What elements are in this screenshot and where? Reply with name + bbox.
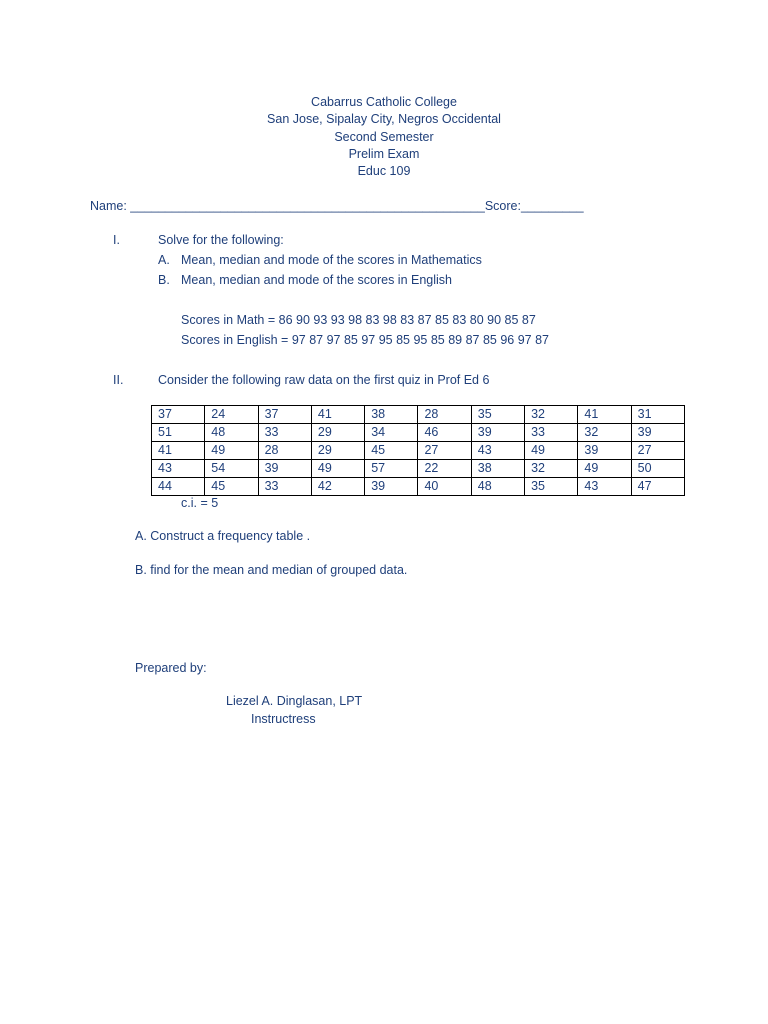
table-cell: 35	[471, 406, 524, 424]
table-row	[152, 478, 685, 496]
table-cell: 39	[631, 424, 684, 442]
part1-item-a: Mean, median and mode of the scores in Mathematics	[181, 253, 482, 267]
table-cell: 28	[258, 442, 311, 460]
part1-instruction: Solve for the following:	[158, 233, 284, 247]
table-cell: 32	[578, 424, 631, 442]
table-cell: 40	[418, 478, 471, 496]
table-cell: 45	[205, 478, 258, 496]
table-cell: 41	[311, 406, 364, 424]
table-cell: 38	[471, 460, 524, 478]
document-header	[0, 94, 768, 180]
table-row	[152, 460, 685, 478]
table-cell: 37	[152, 406, 205, 424]
part1-numeral: I.	[113, 233, 120, 247]
class-interval: c.i. = 5	[181, 496, 219, 510]
course-code: Educ 109	[357, 164, 411, 179]
table-cell: 34	[365, 424, 418, 442]
part2-instruction: Consider the following raw data on the first quiz in Prof Ed 6	[158, 373, 490, 387]
table-cell: 41	[578, 406, 631, 424]
table-cell: 51	[152, 424, 205, 442]
table-cell: 47	[631, 478, 684, 496]
table-cell: 49	[311, 460, 364, 478]
preparer-name: Liezel A. Dinglasan, LPT	[226, 694, 363, 708]
part2-numeral: II.	[113, 373, 124, 387]
raw-data-table	[151, 405, 685, 496]
table-cell: 32	[525, 406, 578, 424]
table-cell: 27	[418, 442, 471, 460]
part1-item-letter-a: A.	[158, 253, 170, 267]
part1-item-letter-b: B.	[158, 273, 170, 287]
scores-math: Scores in Math = 86 90 93 93 98 83 98 83 87 85 83 80 90 85 87	[181, 313, 536, 327]
preparer-title: Instructress	[251, 712, 316, 726]
table-cell: 49	[578, 460, 631, 478]
table-cell: 48	[471, 478, 524, 496]
table-cell: 39	[471, 424, 524, 442]
table-cell: 28	[418, 406, 471, 424]
table-cell: 49	[525, 442, 578, 460]
table-cell: 50	[631, 460, 684, 478]
table-cell: 57	[365, 460, 418, 478]
table-cell: 32	[525, 460, 578, 478]
table-cell: 44	[152, 478, 205, 496]
semester: Second Semester	[334, 129, 434, 144]
table-cell: 54	[205, 460, 258, 478]
prepared-by-label: Prepared by:	[135, 661, 207, 675]
table-cell: 43	[578, 478, 631, 496]
table-cell: 27	[631, 442, 684, 460]
exam-title: Prelim Exam	[348, 146, 420, 161]
table-cell: 33	[258, 424, 311, 442]
table-cell: 35	[525, 478, 578, 496]
table-cell: 39	[365, 478, 418, 496]
table-cell: 33	[258, 478, 311, 496]
school-address: San Jose, Sipalay City, Negros Occidental	[267, 112, 501, 127]
table-cell: 41	[152, 442, 205, 460]
part1-item-b: Mean, median and mode of the scores in English	[181, 273, 452, 287]
table-cell: 29	[311, 442, 364, 460]
table-cell: 38	[365, 406, 418, 424]
table-cell: 22	[418, 460, 471, 478]
name-score-line: Name: ___________________________________________________Score:_________	[90, 199, 584, 213]
table-cell: 49	[205, 442, 258, 460]
table-cell: 39	[258, 460, 311, 478]
table-cell: 31	[631, 406, 684, 424]
table-cell: 43	[152, 460, 205, 478]
scores-english: Scores in English = 97 87 97 85 97 95 85 95 85 89 87 85 96 97 87	[181, 333, 549, 347]
table-cell: 39	[578, 442, 631, 460]
table-row	[152, 442, 685, 460]
table-cell: 42	[311, 478, 364, 496]
table-cell: 33	[525, 424, 578, 442]
table-row	[152, 406, 685, 424]
table-row	[152, 424, 685, 442]
table-cell: 46	[418, 424, 471, 442]
table-cell: 45	[365, 442, 418, 460]
table-cell: 29	[311, 424, 364, 442]
school-name: Cabarrus Catholic College	[311, 95, 457, 109]
task-a: A. Construct a frequency table .	[135, 529, 311, 543]
task-b: B. find for the mean and median of grouped data.	[135, 563, 408, 577]
table-cell: 48	[205, 424, 258, 442]
table-cell: 37	[258, 406, 311, 424]
table-cell: 43	[471, 442, 524, 460]
table-cell: 24	[205, 406, 258, 424]
